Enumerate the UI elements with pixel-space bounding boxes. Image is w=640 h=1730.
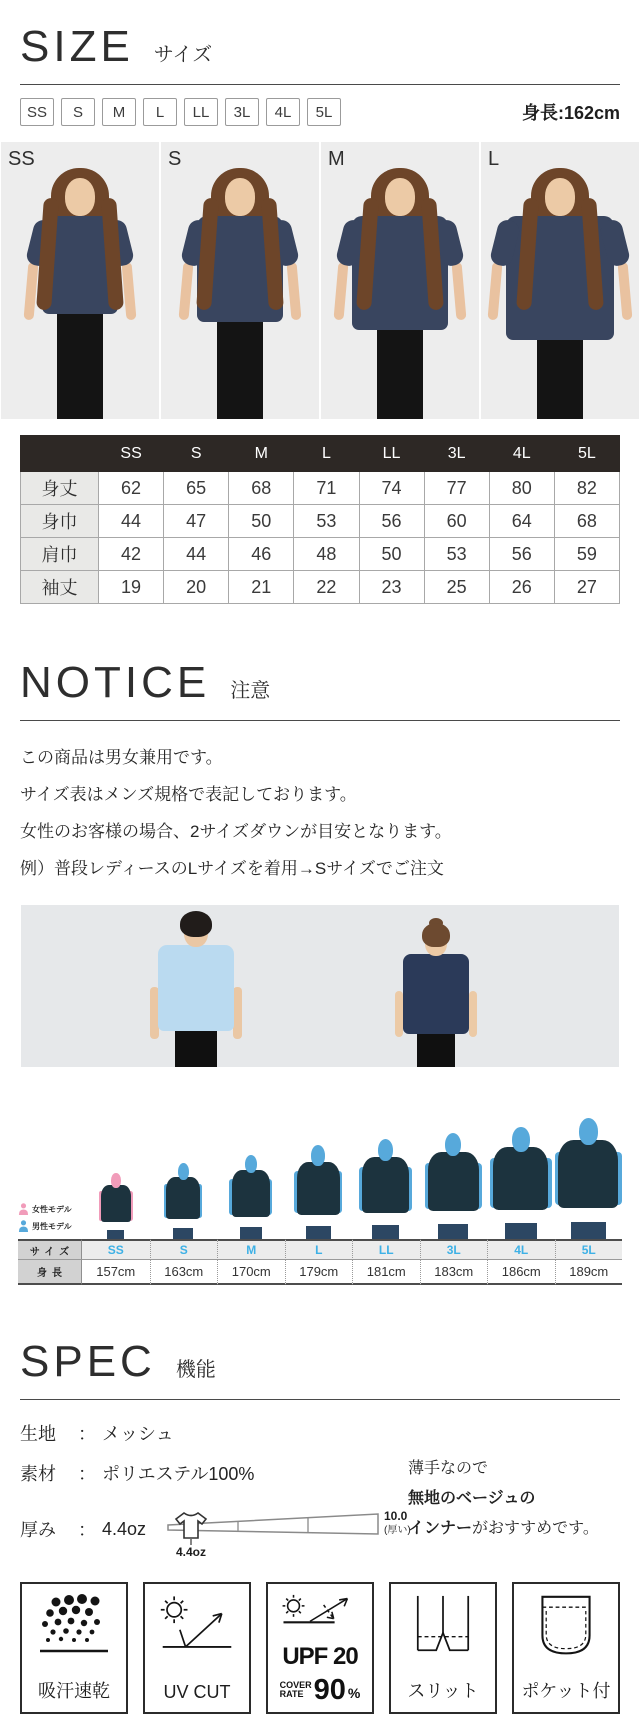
table-cell: 53 xyxy=(294,505,359,538)
size-subtitle: サイズ xyxy=(153,44,213,66)
upf-rating: UPF 20 xyxy=(282,1643,358,1670)
model-figure xyxy=(321,142,479,419)
col-header: S xyxy=(164,436,229,472)
lineup-size: 4L xyxy=(487,1239,555,1260)
lineup-size-row xyxy=(18,1239,622,1260)
size-chip-ll[interactable]: LL xyxy=(184,98,218,126)
legend-male-label: 男性モデル xyxy=(32,1222,72,1231)
notice-line: この商品は男女兼用です。 xyxy=(20,748,223,767)
table-cell: 64 xyxy=(489,505,554,538)
table-cell: 19 xyxy=(99,571,164,604)
size-chips-row xyxy=(20,98,620,126)
gauge-marker-label: 4.4oz xyxy=(176,1545,207,1558)
lineup-height-row xyxy=(18,1260,622,1285)
table-cell: 68 xyxy=(229,472,294,505)
lineup-legend xyxy=(18,1113,82,1239)
feature-slit xyxy=(389,1582,497,1714)
table-cell: 44 xyxy=(164,538,229,571)
note-line-3-bold: インナー xyxy=(408,1520,473,1537)
feature-sweat-dry xyxy=(20,1582,128,1714)
size-chip-5l[interactable]: 5L xyxy=(307,98,341,126)
table-row xyxy=(21,538,620,571)
table-cell: 59 xyxy=(554,538,619,571)
feature-label: スリット xyxy=(407,1681,479,1701)
table-cell: 46 xyxy=(229,538,294,571)
row-label: 身丈 xyxy=(21,472,99,505)
photo-size-label: M xyxy=(328,148,345,170)
size-chip-ss[interactable]: SS xyxy=(20,98,54,126)
note-line-2: 無地のベージュの xyxy=(408,1490,536,1507)
row-label: 身巾 xyxy=(21,505,99,538)
table-cell: 82 xyxy=(554,472,619,505)
table-cell: 71 xyxy=(294,472,359,505)
legend-female-label: 女性モデル xyxy=(32,1205,72,1214)
table-cell: 25 xyxy=(424,571,489,604)
silhouette-ll xyxy=(352,1113,420,1239)
table-cell: 21 xyxy=(229,571,294,604)
col-header: SS xyxy=(99,436,164,472)
table-row xyxy=(21,472,620,505)
unisex-models-photo xyxy=(21,905,619,1067)
table-cell: 23 xyxy=(359,571,424,604)
notice-line: サイズ表はメンズ規格で表記しております。 xyxy=(20,785,357,804)
table-cell: 20 xyxy=(164,571,229,604)
gauge-max-value: 10.0 xyxy=(384,1509,408,1523)
silhouette-3l xyxy=(420,1113,488,1239)
table-row xyxy=(21,571,620,604)
feature-upf xyxy=(266,1582,374,1714)
table-cell: 53 xyxy=(424,538,489,571)
table-cell: 44 xyxy=(99,505,164,538)
table-cell: 22 xyxy=(294,571,359,604)
table-cell: 27 xyxy=(554,571,619,604)
slit-icon xyxy=(405,1594,481,1658)
spec-row-fabric xyxy=(20,1420,620,1446)
thickness-gauge xyxy=(160,1500,422,1558)
col-header: 5L xyxy=(554,436,619,472)
spec-title: SPEC xyxy=(20,1337,156,1386)
table-cell: 42 xyxy=(99,538,164,571)
lineup-size: SS xyxy=(82,1239,150,1260)
col-header: 3L xyxy=(424,436,489,472)
silhouette-m xyxy=(217,1113,285,1239)
model-figure xyxy=(161,142,319,419)
silhouette-s xyxy=(150,1113,218,1239)
table-row xyxy=(21,505,620,538)
lineup-height-row-label: 身長 xyxy=(18,1260,82,1285)
spec-value: メッシュ xyxy=(102,1424,174,1444)
size-chip-s[interactable]: S xyxy=(61,98,95,126)
model-photos xyxy=(0,142,640,419)
note-line-3-rest: がおすすめです。 xyxy=(472,1520,599,1537)
table-cell: 56 xyxy=(359,505,424,538)
feature-pocket xyxy=(512,1582,620,1714)
row-label: 肩巾 xyxy=(21,538,99,571)
feature-label: 吸汗速乾 xyxy=(38,1681,110,1701)
table-cell: 68 xyxy=(554,505,619,538)
notice-title: NOTICE xyxy=(20,658,211,707)
table-header-row xyxy=(21,436,620,472)
model-photo-m xyxy=(321,142,479,419)
col-header: 4L xyxy=(489,436,554,472)
note-line-3 xyxy=(408,1514,620,1544)
lineup-size: 5L xyxy=(555,1239,623,1260)
model-figure xyxy=(1,142,159,419)
size-section-header xyxy=(20,14,620,85)
lineup-height: 179cm xyxy=(285,1260,353,1285)
table-cell: 50 xyxy=(229,505,294,538)
col-header: M xyxy=(229,436,294,472)
spec-body xyxy=(20,1420,620,1558)
note-line-1: 薄手なので xyxy=(408,1460,489,1477)
female-model-figure xyxy=(381,923,491,1067)
size-chip-4l[interactable]: 4L xyxy=(266,98,300,126)
table-cell: 26 xyxy=(489,571,554,604)
lineup-size: S xyxy=(150,1239,218,1260)
gauge-max-note: (厚い) xyxy=(384,1525,411,1536)
table-cell: 48 xyxy=(294,538,359,571)
male-model-figure xyxy=(141,911,251,1067)
spec-note xyxy=(408,1454,620,1544)
table-cell: 65 xyxy=(164,472,229,505)
lineup-size: 3L xyxy=(420,1239,488,1260)
silhouette-5l xyxy=(555,1113,623,1239)
lineup-height: 186cm xyxy=(487,1260,555,1285)
col-header: LL xyxy=(359,436,424,472)
upf-cover-rate xyxy=(279,1674,361,1706)
lineup-size-row-label: サイズ xyxy=(18,1239,82,1260)
photo-size-label: S xyxy=(168,148,182,170)
notice-line: 女性のお客様の場合、2サイズダウンが目安となります。 xyxy=(20,822,452,841)
photo-size-label: L xyxy=(488,148,500,170)
lineup-size: M xyxy=(217,1239,285,1260)
spec-label: 厚み xyxy=(20,1520,56,1540)
spec-label: 素材 xyxy=(20,1464,56,1484)
silhouette-4l xyxy=(487,1113,555,1239)
upf-cover-word: COVER xyxy=(279,1680,312,1690)
lineup-height: 170cm xyxy=(217,1260,285,1285)
lineup-size: LL xyxy=(352,1239,420,1260)
col-header: L xyxy=(294,436,359,472)
notice-subtitle: 注意 xyxy=(230,680,271,702)
notice-section-header xyxy=(20,650,620,721)
table-cell: 77 xyxy=(424,472,489,505)
model-height-note: 身長:162cm xyxy=(521,103,620,123)
upf-cover-value: 90 xyxy=(313,1674,346,1706)
row-label: 袖丈 xyxy=(21,571,99,604)
spec-separator: ： xyxy=(78,1424,96,1444)
table-cell: 74 xyxy=(359,472,424,505)
feature-label: UV CUT xyxy=(163,1682,231,1702)
table-cell: 47 xyxy=(164,505,229,538)
lineup-height: 189cm xyxy=(555,1260,623,1285)
notice-text xyxy=(20,739,620,887)
uv-cut-icon xyxy=(157,1594,237,1656)
size-lineup-chart xyxy=(18,1113,622,1285)
male-model-icon xyxy=(18,1220,29,1233)
table-cell: 50 xyxy=(359,538,424,571)
lineup-size: L xyxy=(285,1239,353,1260)
size-measurement-table xyxy=(20,435,620,604)
lineup-height: 183cm xyxy=(420,1260,488,1285)
spec-separator: ： xyxy=(78,1464,96,1484)
photo-size-label: SS xyxy=(8,148,35,170)
silhouette-ss xyxy=(82,1113,150,1239)
table-cell: 60 xyxy=(424,505,489,538)
spec-subtitle: 機能 xyxy=(175,1359,216,1381)
spec-section-header xyxy=(20,1329,620,1400)
table-cell: 56 xyxy=(489,538,554,571)
size-chip-l[interactable]: L xyxy=(143,98,177,126)
table-cell: 62 xyxy=(99,472,164,505)
model-photo-s xyxy=(161,142,319,419)
notice-line: 例）普段レディースのLサイズを着用→Sサイズでご注文 xyxy=(20,859,444,878)
model-figure xyxy=(481,142,639,419)
spec-value: 4.4oz xyxy=(102,1518,147,1539)
feature-label: ポケット付 xyxy=(521,1681,611,1701)
spec-value: ポリエステル100% xyxy=(102,1464,255,1484)
upf-rate-word: RATE xyxy=(279,1689,304,1699)
size-chip-3l[interactable]: 3L xyxy=(225,98,259,126)
female-model-icon xyxy=(18,1203,29,1216)
size-title: SIZE xyxy=(20,22,134,71)
model-photo-ss xyxy=(1,142,159,419)
sweat-dry-icon xyxy=(36,1594,112,1658)
feature-badges xyxy=(20,1582,620,1730)
upf-icon xyxy=(278,1594,362,1636)
pocket-icon xyxy=(535,1594,597,1660)
lineup-height: 157cm xyxy=(82,1260,150,1285)
lineup-height: 163cm xyxy=(150,1260,218,1285)
upf-percent-sign: % xyxy=(347,1685,361,1701)
feature-uv-cut xyxy=(143,1582,251,1714)
spec-separator: ： xyxy=(78,1520,96,1540)
size-chip-m[interactable]: M xyxy=(102,98,136,126)
silhouette-l xyxy=(285,1113,353,1239)
model-photo-l xyxy=(481,142,639,419)
table-cell: 80 xyxy=(489,472,554,505)
spec-label: 生地 xyxy=(20,1424,56,1444)
lineup-height: 181cm xyxy=(352,1260,420,1285)
